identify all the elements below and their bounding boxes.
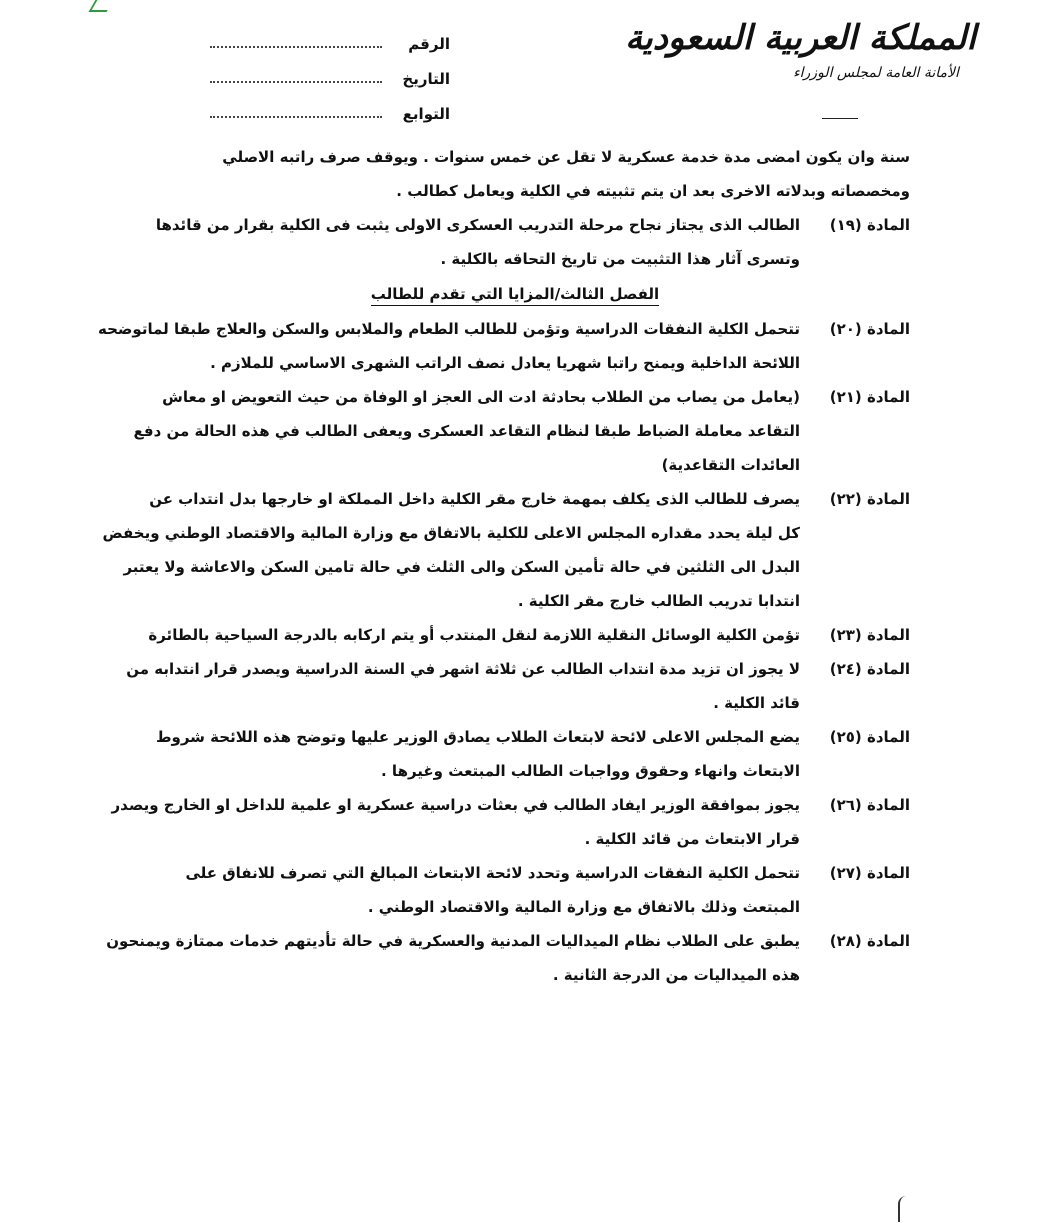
letterhead	[625, 16, 976, 84]
article-label: المادة (٢٨)	[829, 932, 910, 950]
article-text	[120, 720, 800, 788]
article-item	[120, 618, 910, 652]
article-text	[120, 652, 800, 720]
date-field	[210, 53, 450, 88]
attachments-label: التوابع	[402, 105, 450, 123]
article-text	[103, 482, 800, 618]
article-line: هذه الميداليات من الدرجة الثانية .	[552, 966, 800, 984]
article-line: قائد الكلية .	[713, 694, 800, 712]
article-line: التقاعد معاملة الضباط طبقا لنظام التقاعد العسكرى ويعفى الطالب في هذه الحالة من دفع	[133, 422, 800, 440]
article-text	[112, 788, 800, 856]
article-line: العائدات التقاعدية)	[661, 456, 800, 474]
kingdom-name: المملكة العربية السعودية	[625, 18, 976, 58]
article-line: تتحمل الكلية النفقات الدراسية وتؤمن للطالب الطعام والملابس والسكن والعلاج طبقا لماتوضحه	[98, 320, 800, 338]
article-line: الابتعاث وانهاء وحقوق وواجبات الطالب المبتعث وغيرها .	[381, 762, 800, 780]
article-label: المادة (٢٢)	[829, 490, 910, 508]
number-field	[210, 18, 450, 53]
page-footer-mark	[898, 1196, 914, 1222]
intro-line: سنة وان يكون امضى مدة خدمة عسكرية لا تقل عن خمس سنوات . ويوقف صرف راتبه الاصلي	[222, 148, 910, 166]
article-text	[106, 924, 800, 992]
document-body	[98, 140, 910, 992]
article-item	[120, 652, 910, 720]
article-label: المادة (٢٠)	[829, 320, 910, 338]
article-line: وتسرى آثار هذا التثبيت من تاريخ التحاقه بالكلية .	[440, 250, 800, 268]
attachments-dotted-line	[210, 115, 382, 118]
article-19	[120, 208, 910, 276]
reference-fields	[210, 18, 450, 123]
article-line: قرار الابتعاث من قائد الكلية .	[584, 830, 800, 848]
article-text	[120, 856, 800, 924]
article-label: المادة (٢١)	[829, 388, 910, 406]
article-line: تتحمل الكلية النفقات الدراسية وتحدد لائحة الابتعاث المبالغ التي تصرف للانفاق على	[185, 864, 800, 882]
number-label: الرقم	[408, 35, 450, 53]
date-label: التاريخ	[402, 70, 450, 88]
article-line: المبتعث وذلك بالاتفاق مع وزارة المالية والاقتصاد الوطني .	[367, 898, 800, 916]
article-text	[120, 380, 800, 482]
article-item	[120, 856, 910, 924]
date-dotted-line	[210, 80, 382, 83]
article-text	[98, 312, 800, 380]
chapter-title	[120, 276, 910, 312]
intro-line: ومخصصاته وبدلاته الاخرى بعد ان يتم تثبيته في الكلية ويعامل كطالب .	[396, 182, 910, 200]
article-label: المادة (٢٦)	[829, 796, 910, 814]
article-line: لا يجوز ان تزيد مدة انتداب الطالب عن ثلاثة اشهر في السنة الدراسية ويصدر قرار انتدابه من	[126, 660, 800, 678]
article-line: يصرف للطالب الذى يكلف بمهمة خارج مقر الكلية داخل المملكة او خارجها بدل انتداب عن	[149, 490, 800, 508]
article-item	[106, 924, 910, 992]
corner-check-mark	[89, 0, 114, 12]
attachments-field	[210, 88, 450, 123]
article-label: المادة (٢٧)	[829, 864, 910, 882]
article-line: كل ليلة يحدد مقداره المجلس الاعلى للكلية بالاتفاق مع وزارة المالية والاقتصاد الوطني ويخفض	[102, 524, 800, 542]
article-item	[120, 380, 910, 482]
article-label: المادة (٢٤)	[829, 660, 910, 678]
chapter-title-text: الفصل الثالث/المزايا التي تقدم للطالب	[371, 285, 659, 306]
article-label: المادة (١٩)	[829, 216, 910, 234]
article-label: المادة (٢٣)	[829, 626, 910, 644]
article-line: انتدابا تدريب الطالب خارج مقر الكلية .	[517, 592, 800, 610]
article-text	[120, 208, 800, 276]
article-line: تؤمن الكلية الوسائل النقلية اللازمة لنقل المنتدب أو يتم اركابه بالدرجة السياحية بالطائرة	[148, 626, 800, 644]
article-text	[120, 618, 800, 652]
article-line: البدل الى الثلثين في حالة تأمين السكن والى الثلث في حالة تامين السكن والاعاشة ولا يعتبر	[123, 558, 800, 576]
article-label: المادة (٢٥)	[829, 728, 910, 746]
letterhead-rule	[822, 118, 858, 119]
article-line: اللائحة الداخلية ويمنح راتبا شهريا يعادل نصف الراتب الشهرى الاساسي للملازم .	[210, 354, 800, 372]
article-item	[98, 312, 910, 380]
article-line: الطالب الذى يجتاز نجاح مرحلة التدريب العسكرى الاولى يثبت فى الكلية بقرار من قائدها	[155, 216, 800, 234]
article-item	[120, 720, 910, 788]
secretariat-name: الأمانة العامة لمجلس الوزراء	[793, 65, 959, 81]
number-dotted-line	[210, 45, 382, 48]
article-line: يضع المجلس الاعلى لائحة لابتعاث الطلاب يصادق الوزير عليها وتوضح هذه اللائحة شروط	[155, 728, 800, 746]
article-item	[102, 482, 910, 618]
article-item	[111, 788, 910, 856]
article-line: يجوز بموافقة الوزير ايفاد الطالب في بعثات دراسية عسكرية او علمية للداخل او الخارج ويصدر	[111, 796, 800, 814]
article-line: (يعامل من يصاب من الطلاب بحادثة ادت الى العجز او الوفاة من حيث التعويض او معاش	[162, 388, 800, 406]
articles-list	[98, 312, 910, 992]
article-line: يطبق على الطلاب نظام الميداليات المدنية والعسكرية في حالة تأديتهم خدمات ممتازة ويمنحون	[106, 932, 800, 950]
